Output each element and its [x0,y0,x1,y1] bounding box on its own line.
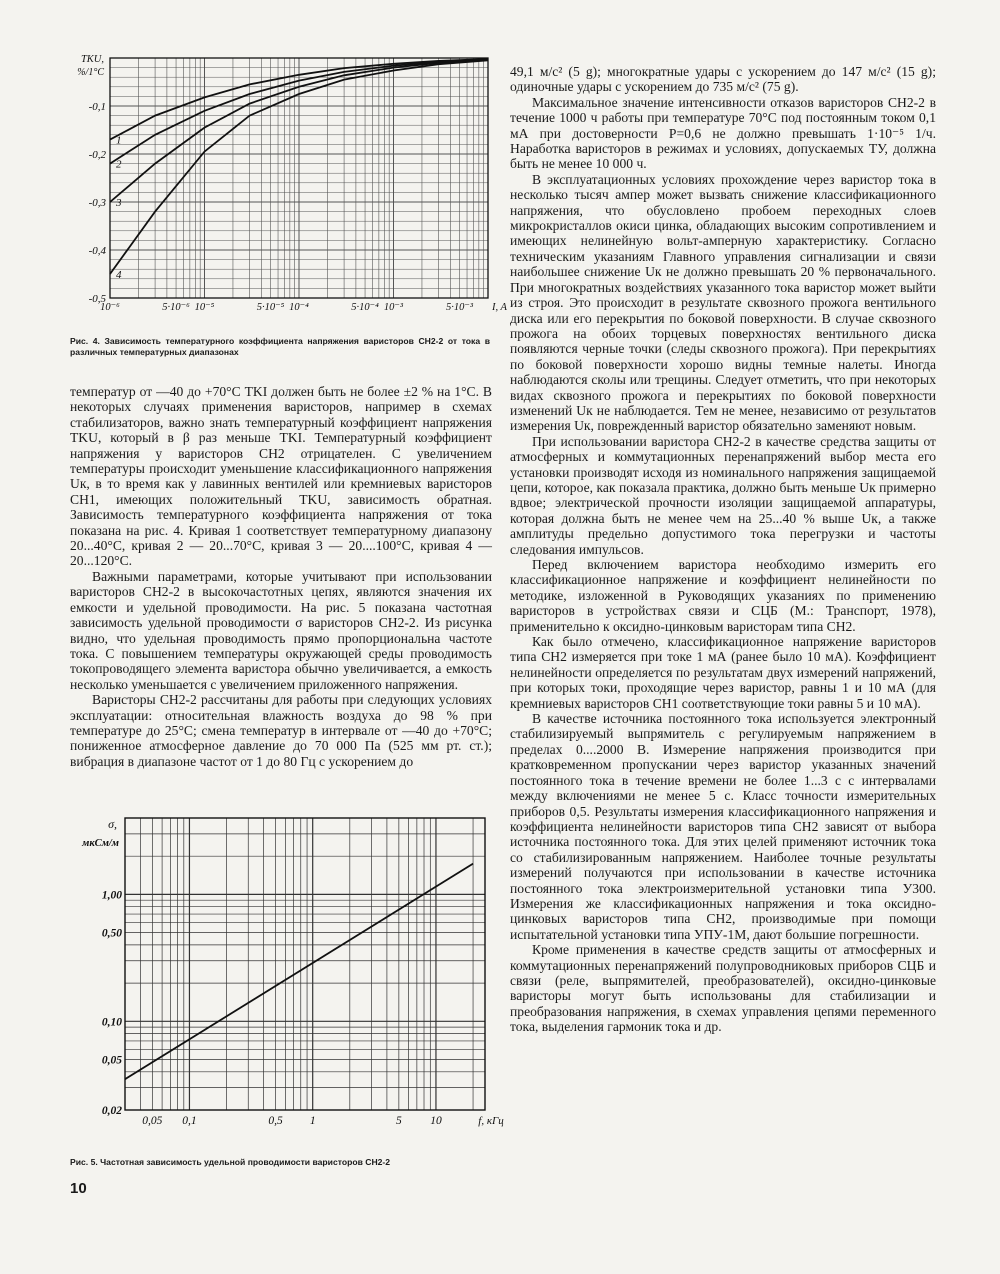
x-tick-label: 10⁻⁶ [100,302,120,313]
paragraph: 49,1 м/с² (5 g); многократные удары с ускорением до 147 м/с² (15 g); одиночные удары с ускорением до 735 м/с² (75 g). [510,64,936,95]
x-tick-label: 10⁻³ [383,302,404,313]
paragraph: В качестве источника постоянного тока используется электронный стабилизируемый выпрямитель с регулируемым напряжением в пределах 0....2000 В. Измерение напряжения производится при кратковременном пропускании через варистор указанных значений постоянного тока в течение времени не более 1...3 с с интервалами между включениями не менее 5 с. Класс точности измерительных приборов 0,5. Результаты измерения классификационного напряжения и коэффициента нелинейности варисторов типа СН2 зависят от выбора источника постоянного тока. Для этих целей применяют источник тока со стабилизированным напряжением. Наиболее точные результаты измерений получаются при использовании в качестве источника постоянного тока электроизмерительной установки типа У300. Измерения же классификационных напряжения и тока оксидно-цинковых варисторов типа СН2, производимые при помощи испытательной установки типа УПУ-1М, дают большие погрешности. [510,711,936,942]
figure-5-chart [60,810,504,1140]
right-column [510,64,936,1035]
x-tick-label: 1 [309,1115,316,1127]
right-column-text [510,64,936,1035]
curve-label: 1 [116,134,122,147]
x-tick-label: 5·10⁻⁵ [256,302,285,313]
x-tick-label: 10 [430,1115,442,1127]
figure-5 [60,810,504,1180]
y-tick-label: 0,50 [101,927,122,940]
x-tick-label: 0,05 [142,1115,163,1127]
curve-label: 2 [116,158,122,171]
y-axis-label: TKU, [80,54,104,65]
y-axis-unit: %/1°C [77,67,104,78]
x-tick-label: 10⁻⁵ [194,302,215,313]
x-tick-label: 5·10⁻³ [446,302,474,313]
figure-4-caption: Рис. 4. Зависимость температурного коэффициента напряжения варисторов СН2-2 от тока в различных температурных диапазонах [70,336,490,357]
paragraph: Кроме применения в качестве средств защиты от атмосферных и коммутационных перенапряжений полупроводниковых приборов СЦБ и связи (реле, выпрямителей, преобразователей), оксидно-цинковые варисторы могут быть использованы для стабилизации и преобразования напряжения, в схемах управления цепями переменного тока, выделения гармоник тока и др. [510,942,936,1035]
x-tick-label: 0,1 [182,1115,197,1127]
x-axis-unit: I, A [492,302,507,313]
figure-5-caption: Рис. 5. Частотная зависимость удельной проводимости варисторов СН2-2 [70,1157,391,1167]
y-tick-label: 1,00 [101,889,122,902]
paragraph: температур от —40 до +70°С TKI должен быть не более ±2 % на 1°С. В некоторых случаях применения варисторов, например в схемах стабилизаторов, важно знать температурный коэффициент напряжения TKU, который в β раз меньше TKI. Температурный коэффициент напряжения у варисторов СН2 отрицателен. С увеличением температуры происходит уменьшение классификационного напряжения Uк, в то время как у лавинных вентилей или кремниевых варисторов СН1, имеющих положительный TKU, зависимость обратная. Зависимость температурного коэффициента напряжения от тока показана на рис. 4. Кривая 1 соответствует температурному диапазону 20...40°С, кривая 2 — 20...70°С, кривая 3 — 20....100°С, кривая 4 — 20...120°С. [70,384,492,569]
curve-label: 3 [116,197,122,209]
y-tick-label: -0,5 [88,293,106,305]
x-tick-label: 5·10⁻⁴ [351,302,379,313]
y-axis-label: σ, [108,817,117,831]
paragraph: Важными параметрами, которые учитывают при использовании варисторов СН2-2 в высокочастотных цепях, являются значения их емкости и удельной проводимости. На рис. 5 показана частотная зависимость удельной проводимости σ варисторов СН2-2. Из рисунка видно, что удельная проводимость прямо пропорциональна частоте тока. С повышением температуры окружающей среды проводимость токопроводящего элемента варистора обычно увеличивается, а емкость несколько уменьшается с увеличением приложенного напряжения. [70,568,492,692]
curve-label: 4 [116,269,122,281]
left-column [70,384,492,769]
y-tick-label: -0,2 [88,149,106,161]
x-tick-label: 5·10⁻⁶ [162,302,190,313]
x-tick-label: 5 [395,1115,402,1127]
y-tick-label: 0,05 [101,1054,122,1067]
paragraph: Как было отмечено, классификационное напряжение варисторов типа СН2 измеряется при токе 1 мА (ранее было 10 мА). Коэффициент нелинейности определяется по результатам двух измерений напряжений, при которых токи, проходящие через варистор, равны 1 и 10 мА (для кремниевых варисторов СН1 соответствующие токи равны 5 и 10 мА). [510,634,936,711]
paragraph: Варисторы СН2-2 рассчитаны для работы при следующих условиях эксплуатации: относительная влажность воздуха до 98 % при температуре до 25°С; смена температур в интервале от —40 до +70°С; пониженное атмосферное давление до 70 000 Па (525 мм рт. ст.); вибрация в диапазоне частот от 1 до 80 Гц с ускорением до [70,692,492,769]
plot-frame [125,818,485,1110]
figure-4 [60,48,507,357]
y-tick-label: 0,02 [101,1105,122,1117]
figure-4-chart [60,48,507,313]
paragraph: Перед включением варистора необходимо измерить его классификационное напряжение и коэффициент нелинейности по методике, изложенной в Руководящих указаниях по применению варисторов в устройствах связи и СЦБ (М.: Транспорт, 1978), применительно к оксидно-цинковым варисторам типа СН2. [510,557,936,634]
x-axis-unit: f, кГц [478,1115,504,1127]
paragraph: В эксплуатационных условиях прохождение через варистор тока в несколько тысяч ампер может вызвать снижение классификационного напряжения, что обусловлено пробоем переходных слоев микрокристаллов окиси цинка, обладающих высоким сопротивлением и имеющих нелинейную вольт-амперную характеристику. Согласно техническим указаниям Главного управления сигнализации и связи наибольшее снижение Uк не должно превышать 20 % первоначального. При многократных воздействиях указанного тока варистор может выйти из строя. Это происходит в результате сквозного прожога вентильного диска или его перекрытия по боковой поверхности. В случае сквозного прожога на обоих торцевых поверхностях вентильного диска появляются черные точки (следы сквозного прожога). При перекрытиях по боковой поверхности хорошо видны темные налеты. Иногда наблюдаются сколы или трещины. Следует отметить, что при некоторых видах сквозного прожога и перекрытиях по боковой поверхности изменений Uк не наблюдается. Тем не менее, независимо от результатов измерения Uк, поврежденный варистор обязательно заменяют новым. [510,171,936,434]
y-tick-label: -0,3 [88,197,106,209]
y-axis-unit: мкСм/м [82,838,119,849]
paragraph: При использовании варистора СН2-2 в качестве средства защиты от атмосферных и коммутационных перенапряжений выбор места его установки производят исходя из номинального напряжения защищаемой цепи, которое, как показала практика, должно быть меньше Uк примерно вдвое; электрической прочности изоляции защищаемой аппаратуры, которая должна быть не менее чем на 25...40 % выше Uк, а также амплитуды предельно допустимого тока перегрузки и частоты следования импульсов. [510,433,936,557]
y-tick-label: -0,4 [88,245,106,257]
page-number: 10 [70,1180,87,1197]
left-column-text [70,384,492,769]
y-tick-label: 0,10 [101,1016,122,1029]
y-tick-label: -0,1 [88,101,106,113]
x-tick-label: 10⁻⁴ [289,302,309,313]
paragraph: Максимальное значение интенсивности отказов варисторов СН2-2 в течение 1000 ч работы при температуре 70°С под постоянным током 0,1 мА при достоверности Р=0,6 не должно превышать 1·10⁻⁵ 1/ч. Наработка варисторов в режимах и условиях, допускаемых ТУ, должна быть не менее 10 000 ч. [510,94,936,172]
x-tick-label: 0,5 [268,1115,283,1127]
